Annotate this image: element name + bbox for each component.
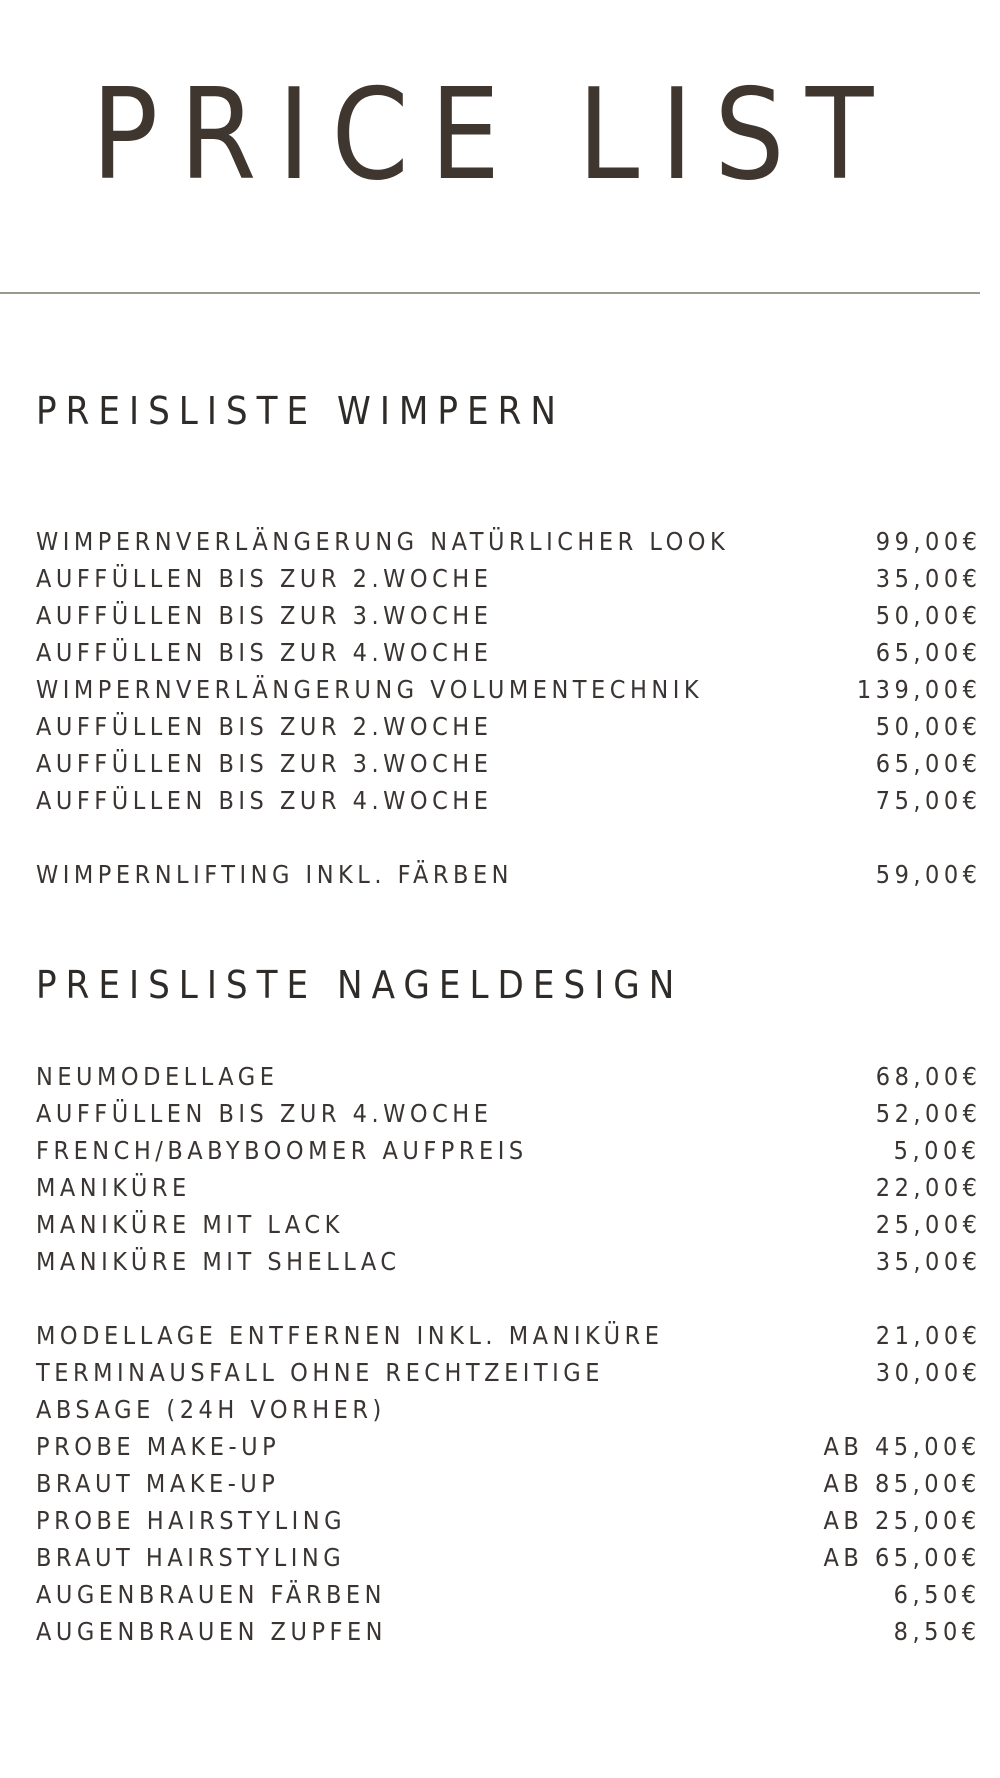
price-row bbox=[36, 1465, 981, 1502]
section-title-nageldesign: PREISLISTE NAGELDESIGN bbox=[36, 963, 684, 1007]
service-price: 99,00€ bbox=[875, 527, 981, 556]
service-name: PROBE MAKE-UP bbox=[36, 1432, 281, 1461]
service-price: 35,00€ bbox=[875, 564, 981, 593]
service-name: NEUMODELLAGE bbox=[36, 1062, 279, 1091]
service-name: ABSAGE (24H VORHER) bbox=[36, 1395, 386, 1424]
price-row bbox=[36, 1243, 981, 1280]
service-name: BRAUT MAKE-UP bbox=[36, 1469, 280, 1498]
price-row bbox=[36, 782, 981, 819]
price-row bbox=[36, 1391, 976, 1428]
service-name: MANIKÜRE bbox=[36, 1173, 191, 1202]
price-row bbox=[36, 597, 981, 634]
service-price: 8,50€ bbox=[894, 1617, 981, 1646]
service-price: 22,00€ bbox=[875, 1173, 981, 1202]
service-price: 35,00€ bbox=[875, 1247, 981, 1276]
service-price: 5,00€ bbox=[894, 1136, 981, 1165]
price-row bbox=[36, 1539, 981, 1576]
service-price: 6,50€ bbox=[894, 1580, 981, 1609]
service-name: AUFFÜLLEN BIS ZUR 2.WOCHE bbox=[36, 564, 493, 593]
service-price: 25,00€ bbox=[875, 1210, 981, 1239]
price-row bbox=[36, 856, 981, 893]
price-row bbox=[36, 523, 981, 560]
price-row bbox=[36, 1576, 981, 1613]
service-name: AUGENBRAUEN FÄRBEN bbox=[36, 1580, 386, 1609]
price-row bbox=[36, 1428, 981, 1465]
price-row bbox=[36, 560, 981, 597]
price-row bbox=[36, 1613, 981, 1650]
service-name: BRAUT HAIRSTYLING bbox=[36, 1543, 346, 1572]
service-price: 21,00€ bbox=[875, 1321, 981, 1350]
price-row bbox=[36, 1095, 981, 1132]
wimpern-price-list bbox=[36, 523, 981, 819]
service-name: AUFFÜLLEN BIS ZUR 3.WOCHE bbox=[36, 601, 493, 630]
price-row bbox=[36, 708, 981, 745]
service-name: TERMINAUSFALL OHNE RECHTZEITIGE bbox=[36, 1358, 604, 1387]
price-row bbox=[36, 1354, 981, 1391]
service-name: AUGENBRAUEN ZUPFEN bbox=[36, 1617, 387, 1646]
service-price: 65,00€ bbox=[875, 638, 981, 667]
service-name: FRENCH/BABYBOOMER AUFPREIS bbox=[36, 1136, 528, 1165]
service-price: 59,00€ bbox=[875, 860, 981, 889]
service-price: AB 25,00€ bbox=[823, 1506, 981, 1535]
price-row bbox=[36, 1502, 981, 1539]
service-price: AB 45,00€ bbox=[823, 1432, 981, 1461]
service-price: 52,00€ bbox=[875, 1099, 981, 1128]
service-price: 50,00€ bbox=[875, 712, 981, 741]
price-row bbox=[36, 1132, 981, 1169]
service-price: 65,00€ bbox=[875, 749, 981, 778]
price-row bbox=[36, 1058, 981, 1095]
divider-line bbox=[0, 292, 980, 294]
service-name: AUFFÜLLEN BIS ZUR 4.WOCHE bbox=[36, 638, 493, 667]
service-name: AUFFÜLLEN BIS ZUR 2.WOCHE bbox=[36, 712, 493, 741]
service-price: 75,00€ bbox=[875, 786, 981, 815]
service-price: AB 65,00€ bbox=[823, 1543, 981, 1572]
service-name: MODELLAGE ENTFERNEN INKL. MANIKÜRE bbox=[36, 1321, 664, 1350]
service-name: WIMPERNVERLÄNGERUNG VOLUMENTECHNIK bbox=[36, 675, 704, 704]
price-row bbox=[36, 745, 981, 782]
section-title-wimpern: PREISLISTE WIMPERN bbox=[36, 389, 566, 433]
service-name: WIMPERNLIFTING INKL. FÄRBEN bbox=[36, 860, 514, 889]
service-price: 50,00€ bbox=[875, 601, 981, 630]
service-name: AUFFÜLLEN BIS ZUR 3.WOCHE bbox=[36, 749, 493, 778]
service-price: AB 85,00€ bbox=[823, 1469, 981, 1498]
price-row bbox=[36, 634, 981, 671]
price-row bbox=[36, 671, 981, 708]
service-price: 30,00€ bbox=[875, 1358, 981, 1387]
service-name: MANIKÜRE MIT LACK bbox=[36, 1210, 344, 1239]
price-row bbox=[36, 1317, 981, 1354]
service-name: PROBE HAIRSTYLING bbox=[36, 1506, 347, 1535]
nagel-price-list bbox=[36, 1058, 981, 1280]
service-name: WIMPERNVERLÄNGERUNG NATÜRLICHER LOOK bbox=[36, 527, 730, 556]
page-title: PRICE LIST bbox=[91, 61, 895, 208]
extras-price-list bbox=[36, 1317, 981, 1650]
service-name: AUFFÜLLEN BIS ZUR 4.WOCHE bbox=[36, 1099, 493, 1128]
price-row bbox=[36, 1169, 981, 1206]
service-name: AUFFÜLLEN BIS ZUR 4.WOCHE bbox=[36, 786, 493, 815]
service-name: MANIKÜRE MIT SHELLAC bbox=[36, 1247, 401, 1276]
wimpern-lifting-list bbox=[36, 856, 981, 893]
price-row bbox=[36, 1206, 981, 1243]
service-price: 68,00€ bbox=[875, 1062, 981, 1091]
service-price: 139,00€ bbox=[856, 675, 981, 704]
